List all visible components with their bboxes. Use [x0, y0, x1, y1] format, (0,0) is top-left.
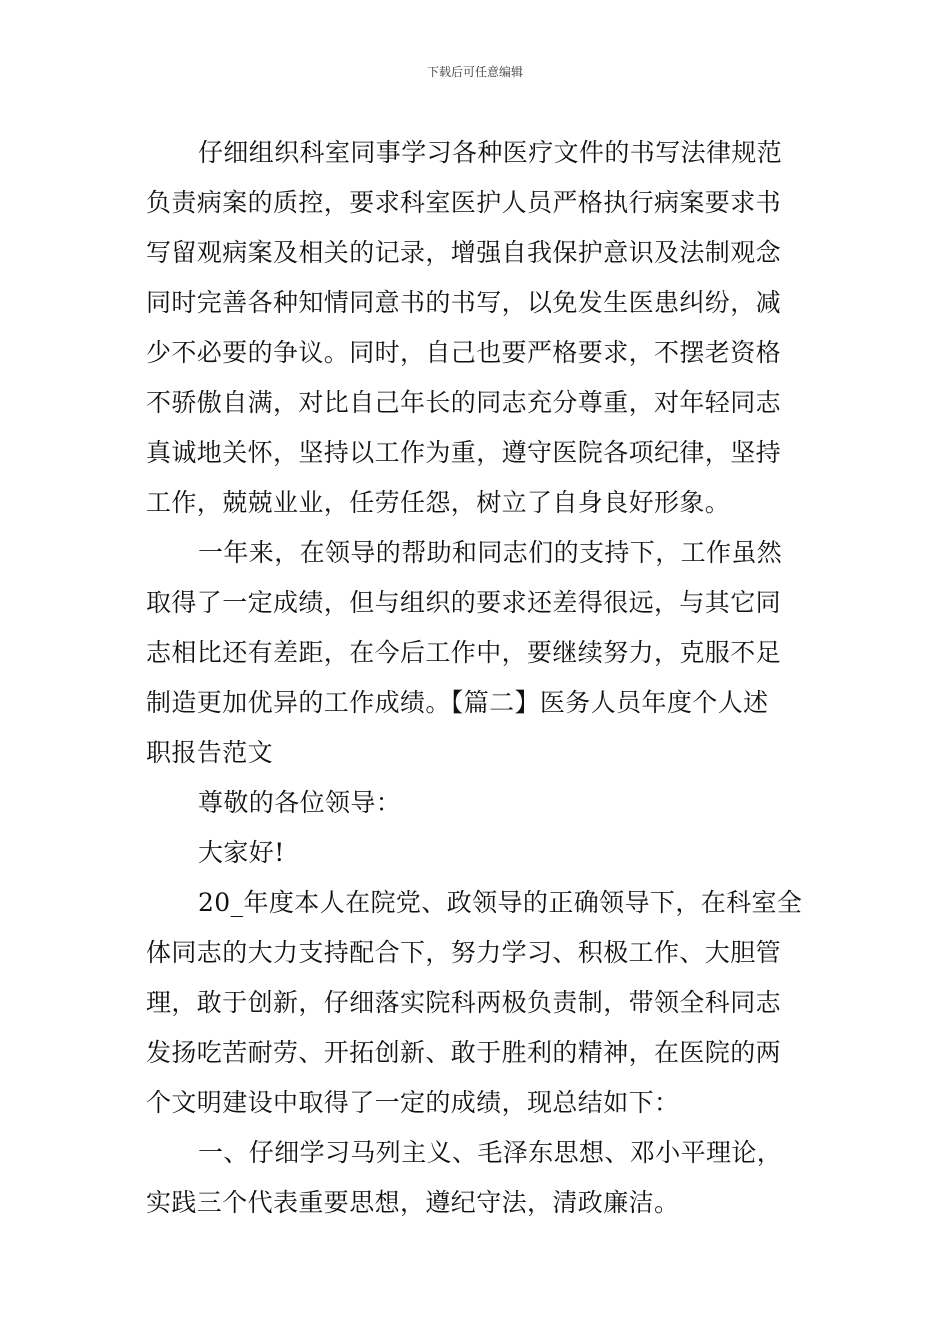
- text-line: 写留观病案及相关的记录，增强自我保护意识及法制观念: [146, 238, 782, 267]
- text-line: 同时完善各种知情同意书的书写，以免发生医患纠纷，减: [146, 288, 782, 317]
- page-header-note: 下载后可任意编辑: [426, 65, 523, 79]
- document-body: [146, 128, 808, 1228]
- text-line: 负责病案的质控，要求科室医护人员严格执行病案要求书: [146, 188, 782, 217]
- paragraph-first-line: 尊敬的各位领导：: [198, 788, 402, 817]
- paragraph-first-line: 一、仔细学习马列主义、毛泽东思想、邓小平理论，: [198, 1138, 783, 1167]
- text-line: 不骄傲自满，对比自己年长的同志充分尊重，对年轻同志: [146, 388, 782, 417]
- text-line: 职报告范文: [146, 738, 274, 767]
- text-line: 实践三个代表重要思想，遵纪守法，清政廉洁。: [146, 1188, 680, 1217]
- text-line: 体同志的大力支持配合下，努力学习、积极工作、大胆管: [146, 938, 782, 967]
- paragraph-first-line: 一年来，在领导的帮助和同志们的支持下，工作虽然: [198, 538, 783, 567]
- text-line: 志相比还有差距，在今后工作中，要继续努力，克服不足: [146, 638, 782, 667]
- text-line: 工作，兢兢业业，任劳任怨，树立了自身良好形象。: [146, 488, 731, 517]
- paragraph-first-line: 20_年度本人在院党、政领导的正确领导下，在科室全: [198, 888, 803, 917]
- text-line: 真诚地关怀，坚持以工作为重，遵守医院各项纪律，坚持: [146, 438, 782, 467]
- text-line: 个文明建设中取得了一定的成绩，现总结如下：: [146, 1088, 680, 1117]
- text-line: 发扬吃苦耐劳、开拓创新、敢于胜利的精神，在医院的两: [146, 1038, 782, 1067]
- text-line: 少不必要的争议。同时，自己也要严格要求，不摆老资格: [146, 338, 782, 367]
- paragraph-first-line: 仔细组织科室同事学习各种医疗文件的书写法律规范: [198, 138, 783, 167]
- paragraph-first-line: 大家好!: [198, 838, 285, 867]
- text-line: 制造更加优异的工作成绩。【篇二】医务人员年度个人述: [146, 688, 769, 717]
- text-line: 取得了一定成绩，但与组织的要求还差得很远，与其它同: [146, 588, 782, 617]
- text-line: 理，敢于创新，仔细落实院科两极负责制，带领全科同志: [146, 988, 782, 1017]
